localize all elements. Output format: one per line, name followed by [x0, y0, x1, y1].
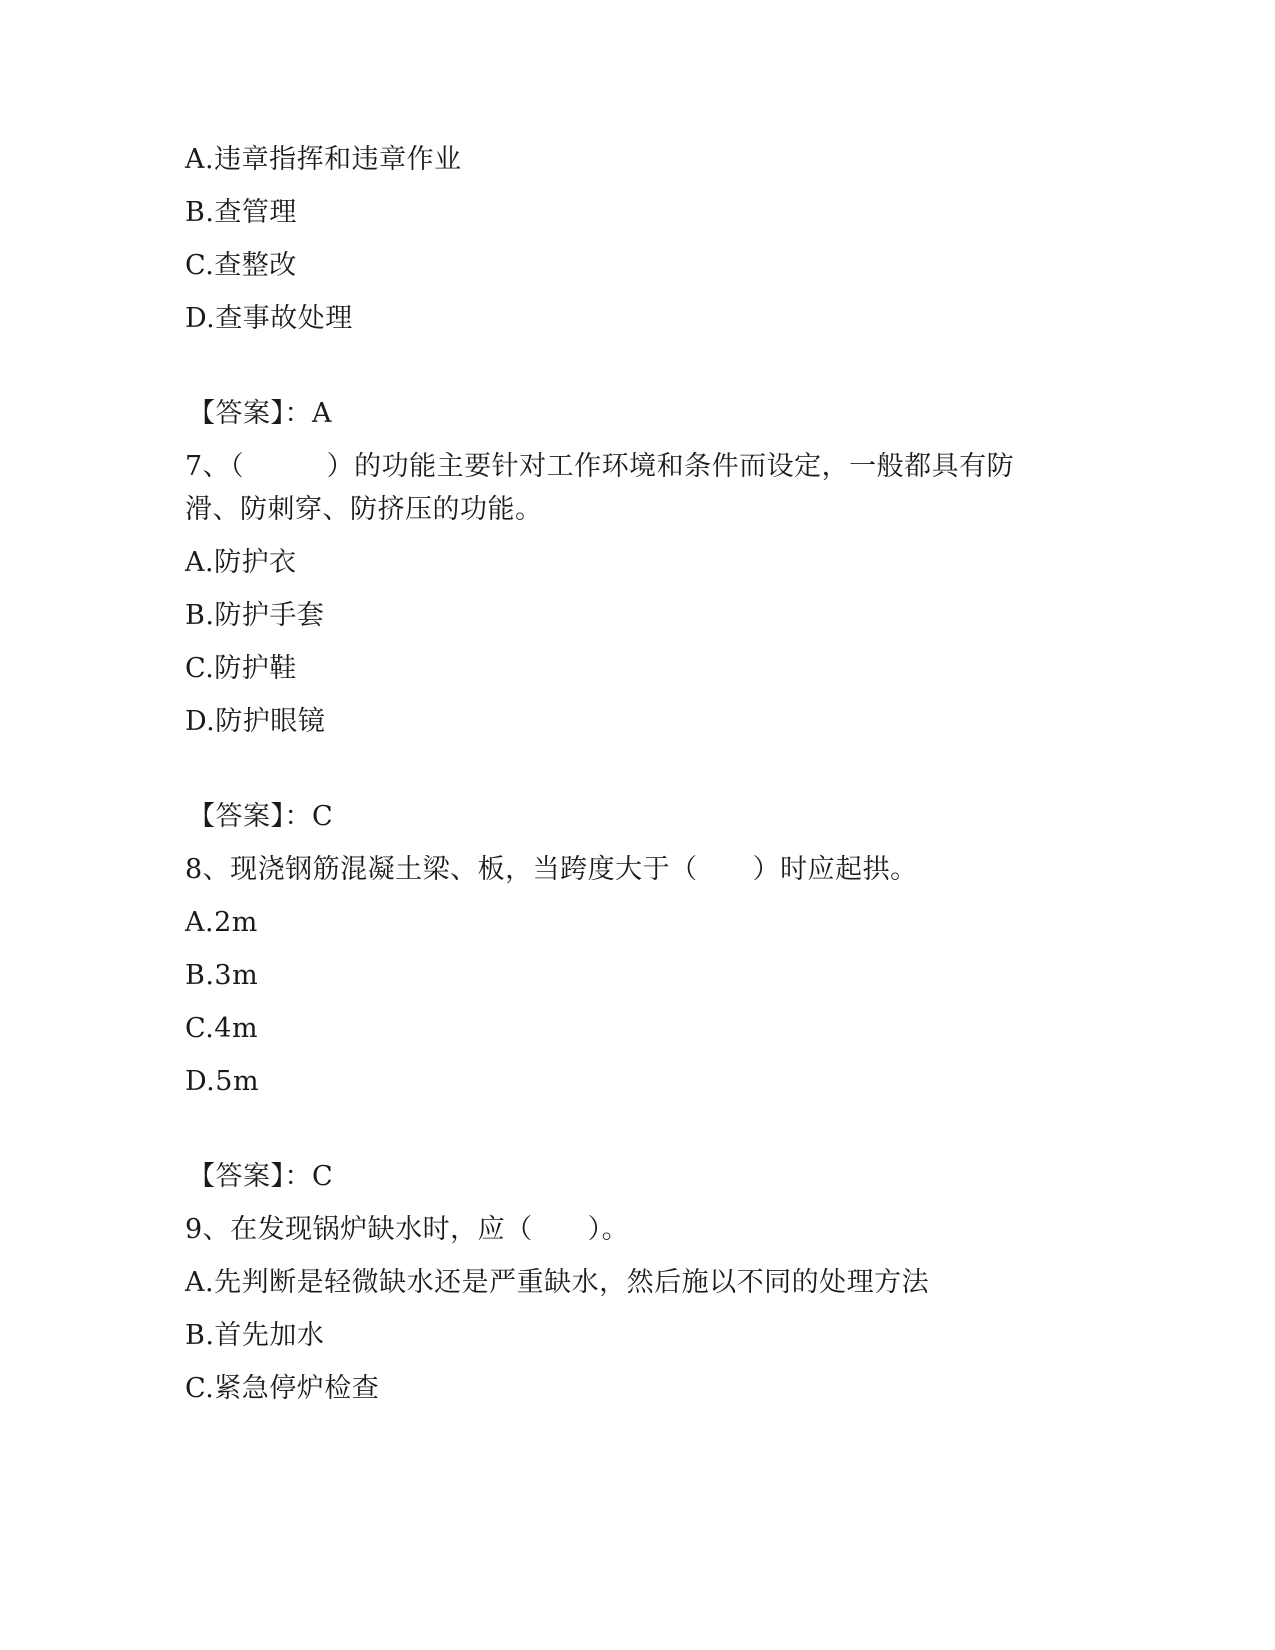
- q8-option-a: A.2m: [185, 907, 258, 938]
- q7-stem-line1: 7、（ ）的功能主要针对工作环境和条件而设定，一般都具有防: [185, 451, 1015, 482]
- q8-stem: 8、现浇钢筋混凝土梁、板，当跨度大于（ ）时应起拱。: [185, 854, 918, 885]
- prev-option-c: C.查整改: [185, 250, 297, 281]
- q9-option-b: B.首先加水: [185, 1320, 325, 1351]
- q8-option-d: D.5m: [185, 1066, 260, 1097]
- q9-option-a: A.先判断是轻微缺水还是严重缺水，然后施以不同的处理方法: [185, 1267, 930, 1298]
- q7-option-c: C.防护鞋: [185, 653, 297, 684]
- q8-answer: 【答案】：C: [188, 1161, 334, 1192]
- q9-option-c: C.紧急停炉检查: [185, 1373, 380, 1404]
- prev-option-a: A.违章指挥和违章作业: [185, 144, 462, 175]
- q7-answer: 【答案】：C: [188, 801, 334, 832]
- prev-answer: 【答案】：A: [188, 398, 332, 429]
- q8-option-b: B.3m: [185, 960, 259, 991]
- prev-option-b: B.查管理: [185, 197, 297, 228]
- q7-option-d: D.防护眼镜: [185, 706, 326, 737]
- prev-option-d: D.查事故处理: [185, 303, 353, 334]
- q8-option-c: C.4m: [185, 1013, 259, 1044]
- q7-option-a: A.防护衣: [185, 547, 297, 578]
- q7-option-b: B.防护手套: [185, 600, 325, 631]
- q9-stem: 9、在发现锅炉缺水时，应（ ）。: [185, 1214, 630, 1245]
- q7-stem-line2: 滑、防刺穿、防挤压的功能。: [185, 494, 543, 525]
